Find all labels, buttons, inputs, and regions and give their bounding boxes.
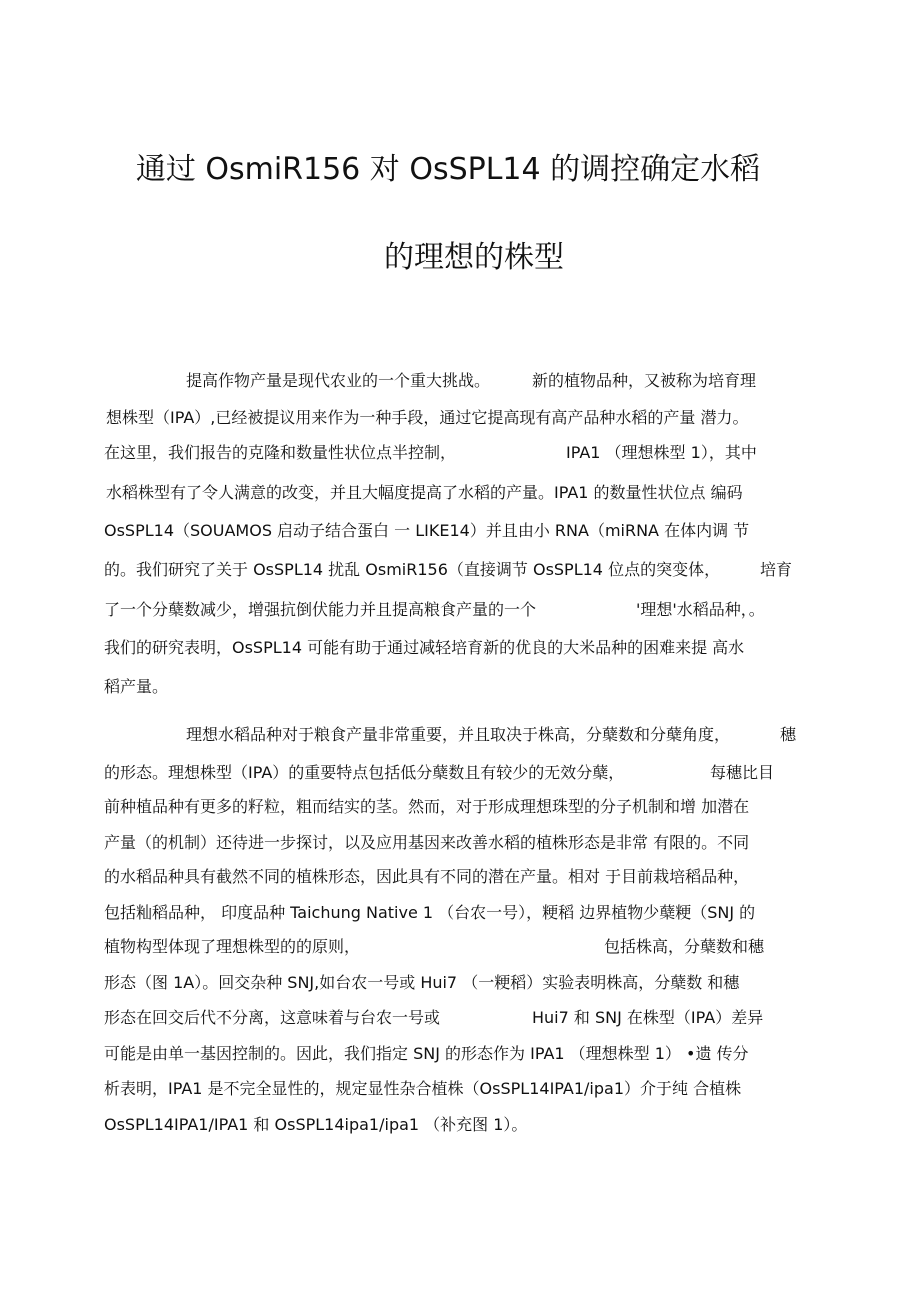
text-segment: 想株型（IPA）,已经被提议用来作为一种手段，通过它提高现有高产品种水稻的产量 潜力。 (106, 408, 749, 427)
text-segment: 的水稻品种具有截然不同的植株形态，因此具有不同的潜在产量。相对 于目前栽培稻品种， (104, 867, 750, 886)
text-segment: 每穗比目 (710, 763, 775, 782)
text-segment: 包括籼稻品种， 印度品种 Taichung Native 1 （台农一号），粳稻 边界植物少蘖粳（SNJ 的 (104, 903, 756, 922)
text-segment: 了一个分蘖数减少，增强抗倒伏能力并且提高粮食产量的一个 (104, 600, 537, 619)
text-segment: 稻产量。 (104, 677, 169, 696)
text-segment: 穗 (780, 725, 797, 744)
text-segment: 前种植品种有更多的籽粒，粗而结实的茎。然而，对于形成理想珠型的分子机制和增 加潜在 (104, 797, 750, 816)
text-segment: OsSPL14IPA1/IPA1 和 OsSPL14ipa1/ipa1 （补充图 1）。 (104, 1115, 528, 1134)
document-title-line-1: 通过 OsmiR156 对 OsSPL14 的调控确定水稻 (135, 152, 761, 187)
text-segment: '理想'水稻品种，。 (636, 600, 765, 619)
text-segment: 培育 (760, 560, 793, 579)
text-segment: 新的植物品种，又被称为培育理 (532, 371, 757, 390)
text-segment: 可能是由单一基因控制的。因此，我们指定 SNJ 的形态作为 IPA1 （理想株型 1） •遗 传分 (104, 1044, 749, 1063)
text-segment: OsSPL14（SOUAMOS 启动子结合蛋白 一 LIKE14）并且由小 RNA（miRNA 在体内调 节 (104, 521, 750, 540)
text-segment: 我们的研究表明，OsSPL14 可能有助于通过减轻培育新的优良的大米品种的困难来提 高水 (104, 638, 745, 657)
text-segment: 提高作物产量是现代农业的一个重大挑战。 (186, 371, 491, 390)
text-segment: Hui7 和 SNJ 在株型（IPA）差异 (532, 1008, 764, 1027)
text-segment: 形态（图 1A）。回交杂种 SNJ,如台农一号或 Hui7 （一粳稻）实验表明株高，分蘖数 和穗 (104, 973, 740, 992)
text-segment: 产量（的机制）还待进一步探讨，以及应用基因来改善水稻的植株形态是非常 有限的。不同 (104, 833, 750, 852)
text-segment: 的形态。理想株型（IPA）的重要特点包括低分蘖数且有较少的无效分蘖， (104, 763, 625, 782)
text-segment: 析表明，IPA1 是不完全显性的，规定显性杂合植株（OsSPL14IPA1/ipa1）介于纯 合植株 (104, 1079, 742, 1098)
text-segment: 形态在回交后代不分离，这意味着与台农一号或 (104, 1008, 441, 1027)
text-segment: 在这里，我们报告的克隆和数量性状位点半控制， (104, 443, 457, 462)
text-segment: 理想水稻品种对于粮食产量非常重要，并且取决于株高，分蘖数和分蘖角度， (186, 725, 731, 744)
text-segment: IPA1 （理想株型 1），其中 (566, 443, 757, 462)
document-title-line-2: 的理想的株型 (384, 240, 564, 275)
text-segment: 包括株高，分蘖数和穗 (604, 937, 765, 956)
text-segment: 的。我们研究了关于 OsSPL14 扰乱 OsmiR156（直接调节 OsSPL14 位点的突变体， (104, 560, 721, 579)
text-segment: 水稻株型有了令人满意的改变，并且大幅度提高了水稻的产量。IPA1 的数量性状位点 编码 (106, 483, 743, 502)
text-segment: 植物构型体现了理想株型的的原则， (104, 937, 361, 956)
